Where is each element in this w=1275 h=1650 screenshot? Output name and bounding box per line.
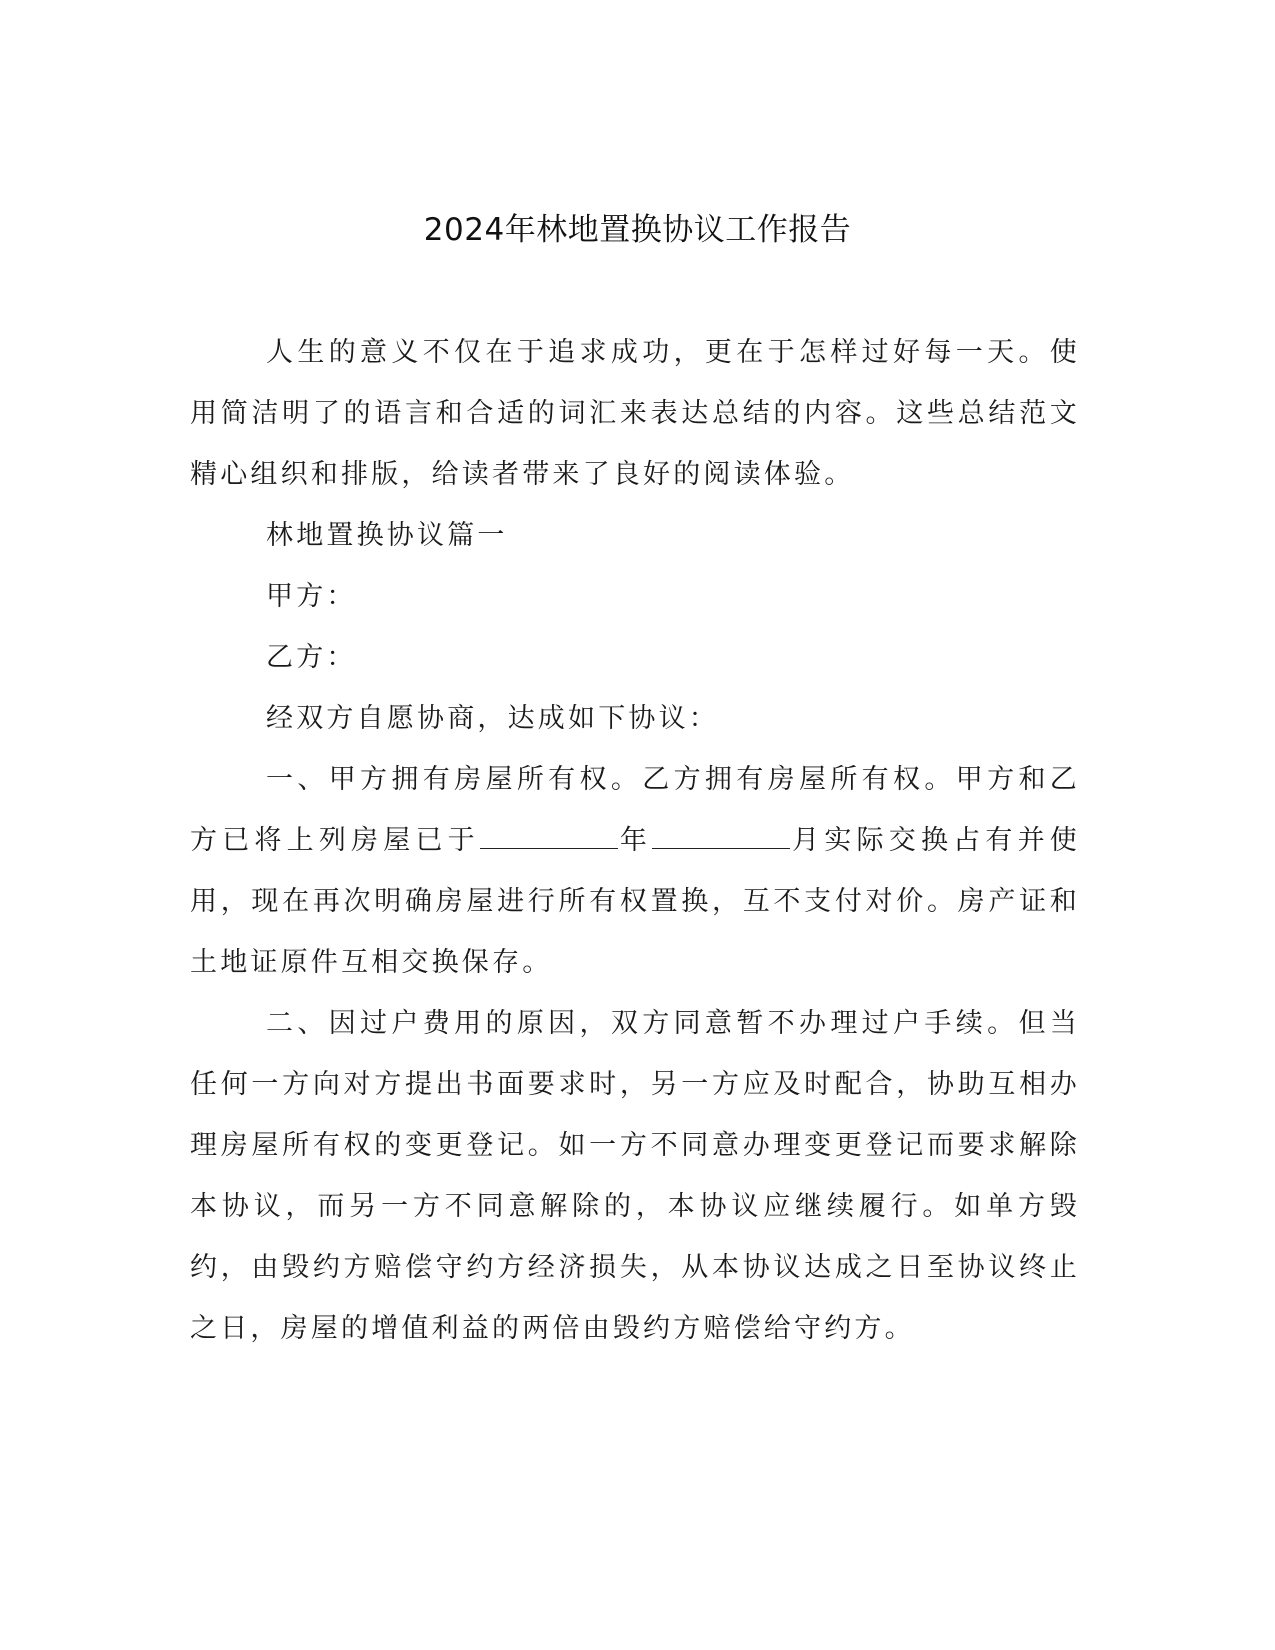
month-blank-field <box>652 824 790 849</box>
section-heading: 林地置换协议篇一 <box>266 520 508 551</box>
clause-1-text-start: 一、甲方拥有房屋所有权。乙方拥有房屋所有权。甲方和乙方已将上列房屋已于 <box>190 764 1080 856</box>
document-body <box>190 322 1080 1359</box>
party-b-line: 乙方： <box>266 642 357 673</box>
intro-paragraph: 人生的意义不仅在于追求成功，更在于怎样过好每一天。使用简洁明了的语言和合适的词汇来表达总结的内容。这些总结范文精心组织和排版，给读者带来了良好的阅读体验。 <box>190 337 1080 490</box>
party-a-line: 甲方： <box>266 581 357 612</box>
clause-1-paragraph <box>190 749 1080 993</box>
year-blank-field <box>480 824 618 849</box>
lead-in-line: 经双方自愿协商，达成如下协议： <box>266 703 719 734</box>
clause-2-paragraph: 二、因过户费用的原因，双方同意暂不办理过户手续。但当任何一方向对方提出书面要求时，另一方应及时配合，协助互相办理房屋所有权的变更登记。如一方不同意办理变更登记而要求解除本协议，而另一方不同意解除的，本协议应继续履行。如单方毁约，由毁约方赔偿守约方经济损失，从本协议达成之日至协议终止之日，房屋的增值利益的两倍由毁约方赔偿给守约方。 <box>190 1008 1080 1344</box>
document-title: 2024年林地置换协议工作报告 <box>423 212 852 248</box>
year-unit-label: 年 <box>617 825 653 856</box>
clause-1-text-end: 月实际交换占有并使用，现在再次明确房屋进行所有权置换，互不支付对价。房产证和土地证原件互相交换保存。 <box>190 825 1080 978</box>
